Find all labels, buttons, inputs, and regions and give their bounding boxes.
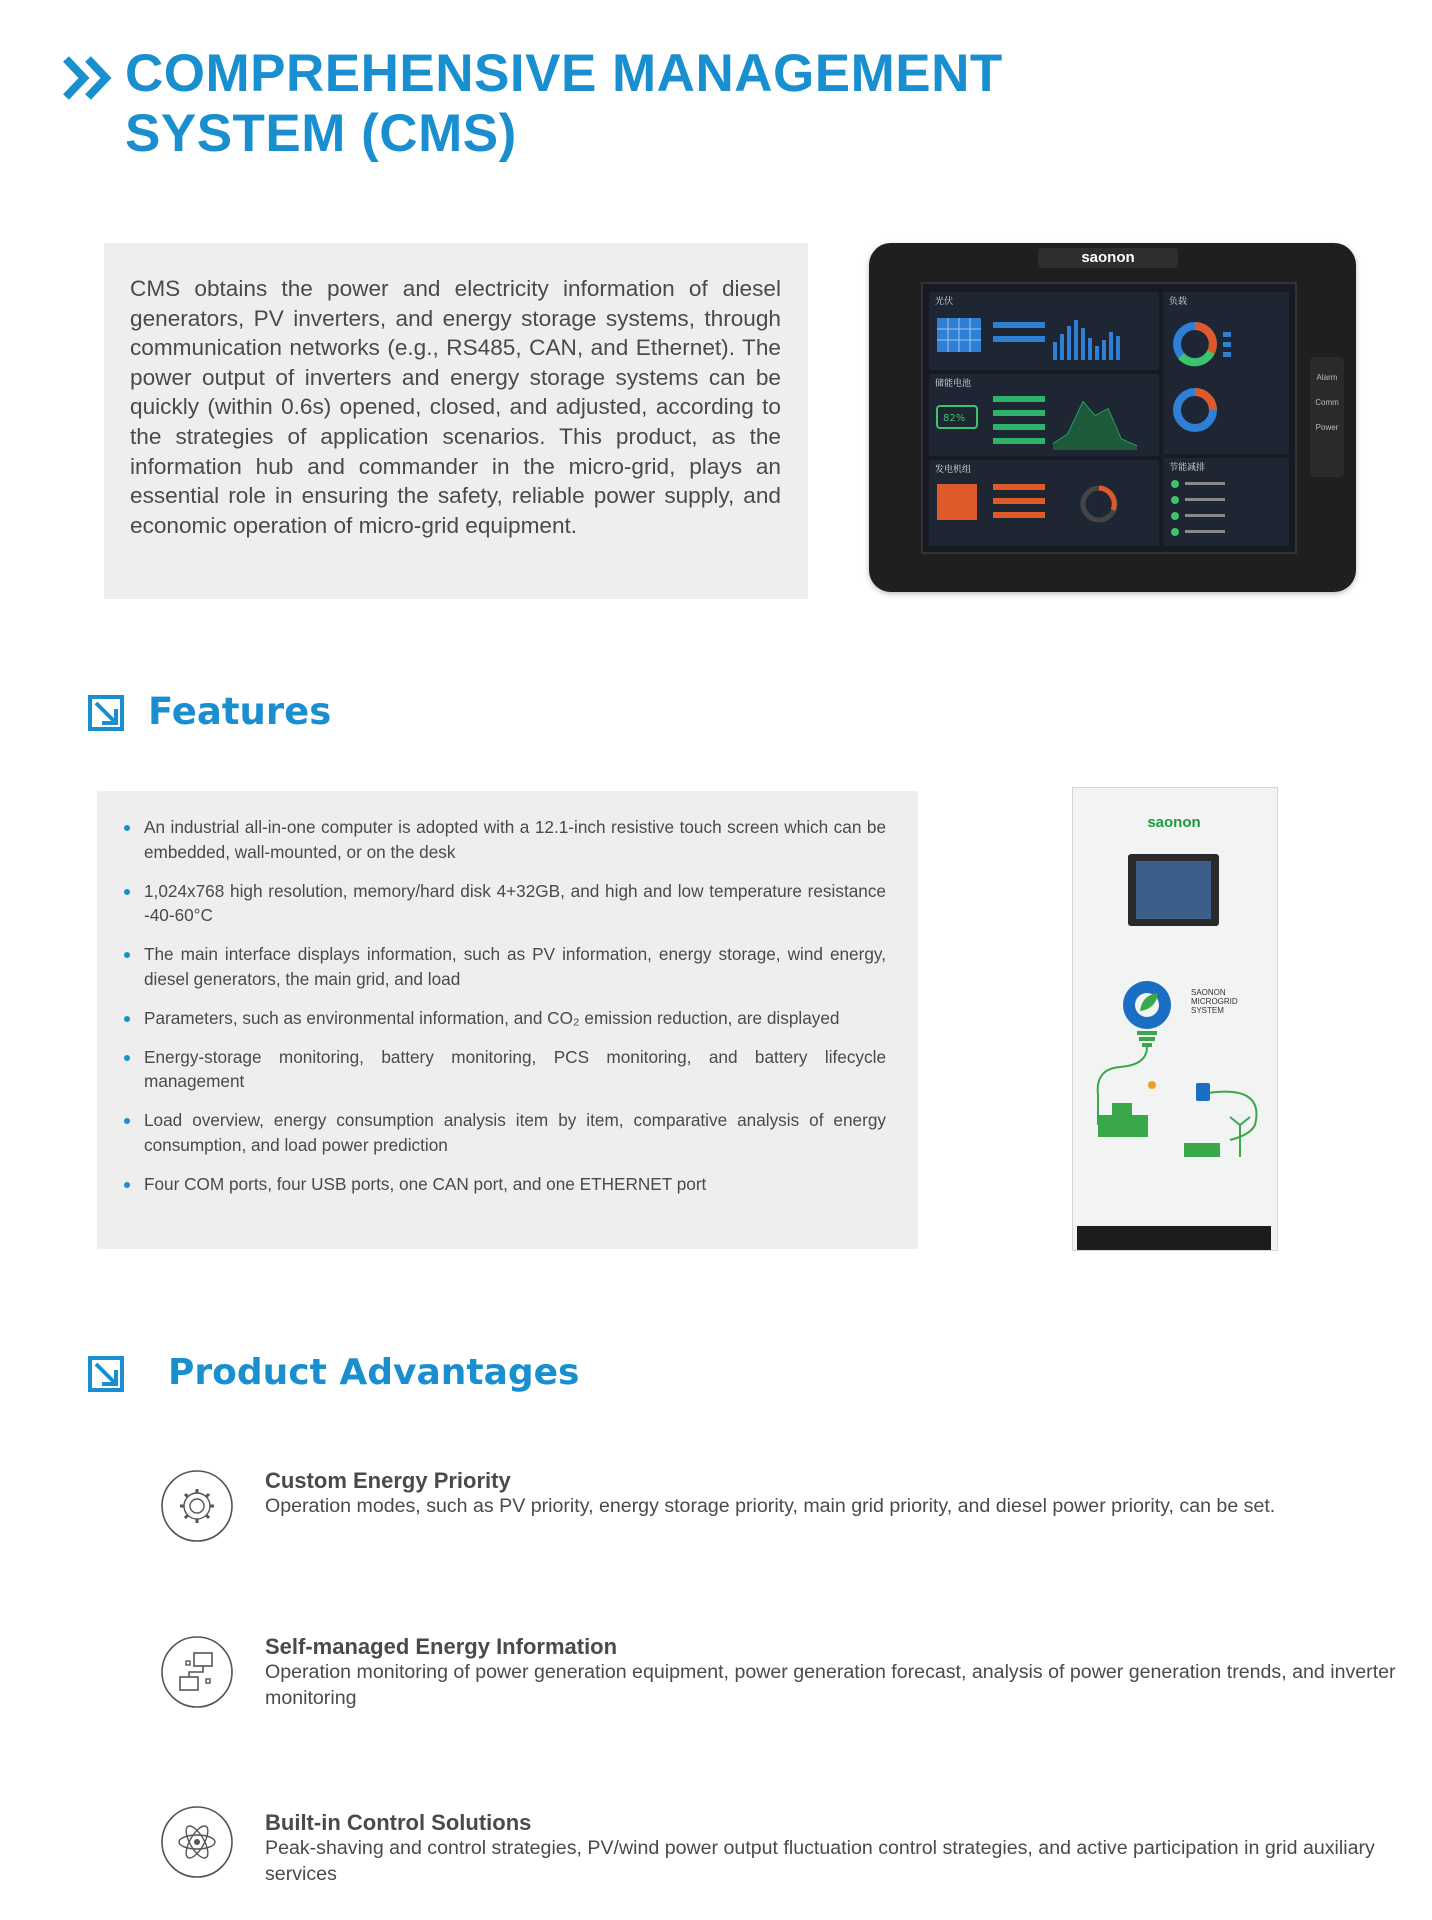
feature-item: Four COM ports, four USB ports, one CAN port, and one ETHERNET port bbox=[122, 1172, 886, 1197]
cabinet-screen-display bbox=[1136, 861, 1211, 919]
cabinet-label bbox=[1191, 988, 1238, 1015]
panel-load-label: 负载 bbox=[1169, 297, 1188, 307]
features-section-icon bbox=[88, 695, 124, 731]
dashboard-illustration bbox=[923, 284, 1295, 552]
feature-item: 1,024x768 high resolution, memory/hard disk 4+32GB, and high and low temperature resistance -40-60°C bbox=[122, 879, 886, 928]
feature-item: The main interface displays information, such as PV information, energy storage, wind energy, diesel generators, the main grid, and load bbox=[122, 942, 886, 991]
panel-generator-label: 发电机组 bbox=[935, 465, 972, 475]
battery-level: 82% bbox=[943, 413, 966, 424]
advantage-text: Operation monitoring of power generation equipment, power generation forecast, analysis of power generation trends, and inverter monitoring bbox=[265, 1661, 1396, 1709]
gear-icon bbox=[160, 1469, 234, 1543]
features-list bbox=[122, 815, 886, 1211]
advantage-title: Self-managed Energy Information bbox=[265, 1634, 618, 1659]
features-title: Features bbox=[148, 690, 332, 733]
page-title-line1: COMPREHENSIVE MANAGEMENT bbox=[125, 44, 1003, 103]
monitor-side-buttons bbox=[1310, 357, 1344, 477]
intro-text: CMS obtains the power and electricity information of diesel generators, PV inverters, and energy storage systems, through communication networks (e.g., RS485, CAN, and Ethernet). The power output of inverters and energy storage systems can be quickly (within 0.6s) opened, closed, and adjusted, according to the strategies of application scenarios. This product, as the information hub and commander in the micro-grid, plays an essential role in ensuring the safety, reliable power supply, and economic operation of micro-grid equipment. bbox=[130, 276, 781, 538]
advantage-title: Built-in Control Solutions bbox=[265, 1810, 532, 1835]
cabinet-label-line2: MICROGRID bbox=[1191, 997, 1238, 1006]
feature-item: Energy-storage monitoring, battery monitoring, PCS monitoring, and battery lifecycle management bbox=[122, 1045, 886, 1094]
page-title bbox=[125, 44, 1003, 164]
advantage-text: Operation modes, such as PV priority, energy storage priority, main grid priority, and diesel power priority, can be set. bbox=[265, 1495, 1276, 1517]
advantage-title: Custom Energy Priority bbox=[265, 1468, 511, 1493]
panel-storage-label: 储能电池 bbox=[935, 379, 972, 389]
cabinet-label-line1: SAONON bbox=[1191, 988, 1226, 997]
power-indicator: Power bbox=[1315, 423, 1339, 432]
alarm-indicator: Alarm bbox=[1316, 373, 1338, 382]
monitor-screen bbox=[921, 282, 1297, 554]
panel-pv-label: 光伏 bbox=[935, 297, 954, 307]
advantages-section-icon bbox=[88, 1356, 124, 1392]
advantage-text: Peak-shaving and control strategies, PV/wind power output fluctuation control strategies, and active participation in grid auxiliary services bbox=[265, 1837, 1375, 1885]
cabinet-brand-logo: saonon bbox=[1147, 814, 1201, 831]
feature-item: Parameters, such as environmental information, and CO₂ emission reduction, are displayed bbox=[122, 1006, 886, 1031]
atom-icon bbox=[160, 1805, 234, 1879]
page-title-line2: SYSTEM (CMS) bbox=[125, 104, 517, 163]
comm-indicator: Comm bbox=[1315, 398, 1339, 407]
advantages-title: Product Advantages bbox=[168, 1352, 580, 1393]
feature-item: Load overview, energy consumption analysis item by item, comparative analysis of energy consumption, and load power prediction bbox=[122, 1108, 886, 1157]
double-chevron-icon bbox=[62, 55, 114, 101]
cabinet-base bbox=[1077, 1226, 1271, 1250]
panel-saving-label: 节能减排 bbox=[1169, 463, 1206, 473]
cabinet-label-line3: SYSTEM bbox=[1191, 1006, 1224, 1015]
network-icon bbox=[160, 1635, 234, 1709]
feature-item: An industrial all-in-one computer is adopted with a 12.1-inch resistive touch screen which can be embedded, wall-mounted, or on the desk bbox=[122, 815, 886, 864]
monitor-brand-logo: saonon bbox=[1038, 248, 1178, 268]
microgrid-illustration bbox=[1090, 975, 1270, 1165]
